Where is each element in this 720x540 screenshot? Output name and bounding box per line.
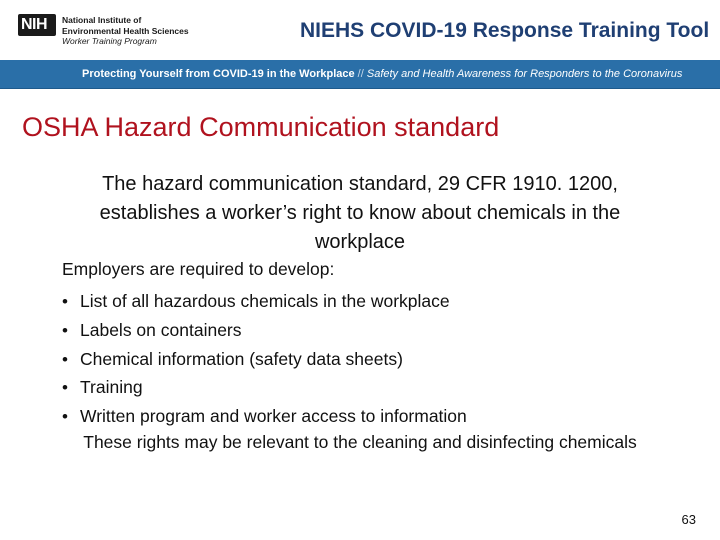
intro-statement: The hazard communication standard, 29 CFR 1910. 1200, establishes a worker’s right to know about chemicals in the workplace bbox=[99, 173, 621, 253]
closing-statement: These rights may be relevant to the cleaning and disinfecting chemicals bbox=[83, 432, 637, 452]
page-number: 63 bbox=[681, 512, 696, 527]
list-item bbox=[62, 316, 662, 345]
nih-logo-text: NIH bbox=[21, 16, 48, 33]
banner-secondary: Safety and Health Awareness for Responders to the Coronavirus bbox=[366, 68, 683, 80]
institute-line-2: Environmental Health Sciences bbox=[62, 25, 189, 36]
banner-text bbox=[82, 67, 712, 81]
bullet-icon: • bbox=[62, 378, 68, 398]
institute-name bbox=[62, 15, 212, 47]
banner-separator: // bbox=[354, 68, 367, 80]
list-item-text: Written program and worker access to information bbox=[80, 406, 467, 427]
list-item-text: List of all hazardous chemicals in the workplace bbox=[80, 291, 450, 311]
tool-title: NIEHS COVID-19 Response Training Tool bbox=[300, 19, 710, 42]
list-item-text: Labels on containers bbox=[80, 319, 242, 340]
bullet-icon: • bbox=[62, 407, 68, 427]
list-item-text: Chemical information (safety data sheets) bbox=[80, 348, 403, 369]
bullet-icon: • bbox=[62, 349, 68, 369]
slide-title: OSHA Hazard Communication standard bbox=[22, 112, 500, 142]
bullet-icon: • bbox=[62, 292, 68, 311]
institute-line-3: Worker Training Program bbox=[62, 36, 157, 46]
employers-label: Employers are required to develop: bbox=[62, 259, 335, 279]
bullet-icon: • bbox=[62, 320, 68, 340]
list-item bbox=[62, 287, 662, 316]
banner-primary: Protecting Yourself from COVID-19 in the Workplace bbox=[82, 68, 355, 80]
list-item bbox=[62, 373, 662, 402]
list-item bbox=[62, 345, 662, 374]
requirements-list bbox=[62, 287, 662, 431]
list-item-text: Training bbox=[80, 377, 143, 398]
list-item bbox=[62, 402, 662, 431]
institute-line-1: National Institute of bbox=[62, 15, 142, 25]
